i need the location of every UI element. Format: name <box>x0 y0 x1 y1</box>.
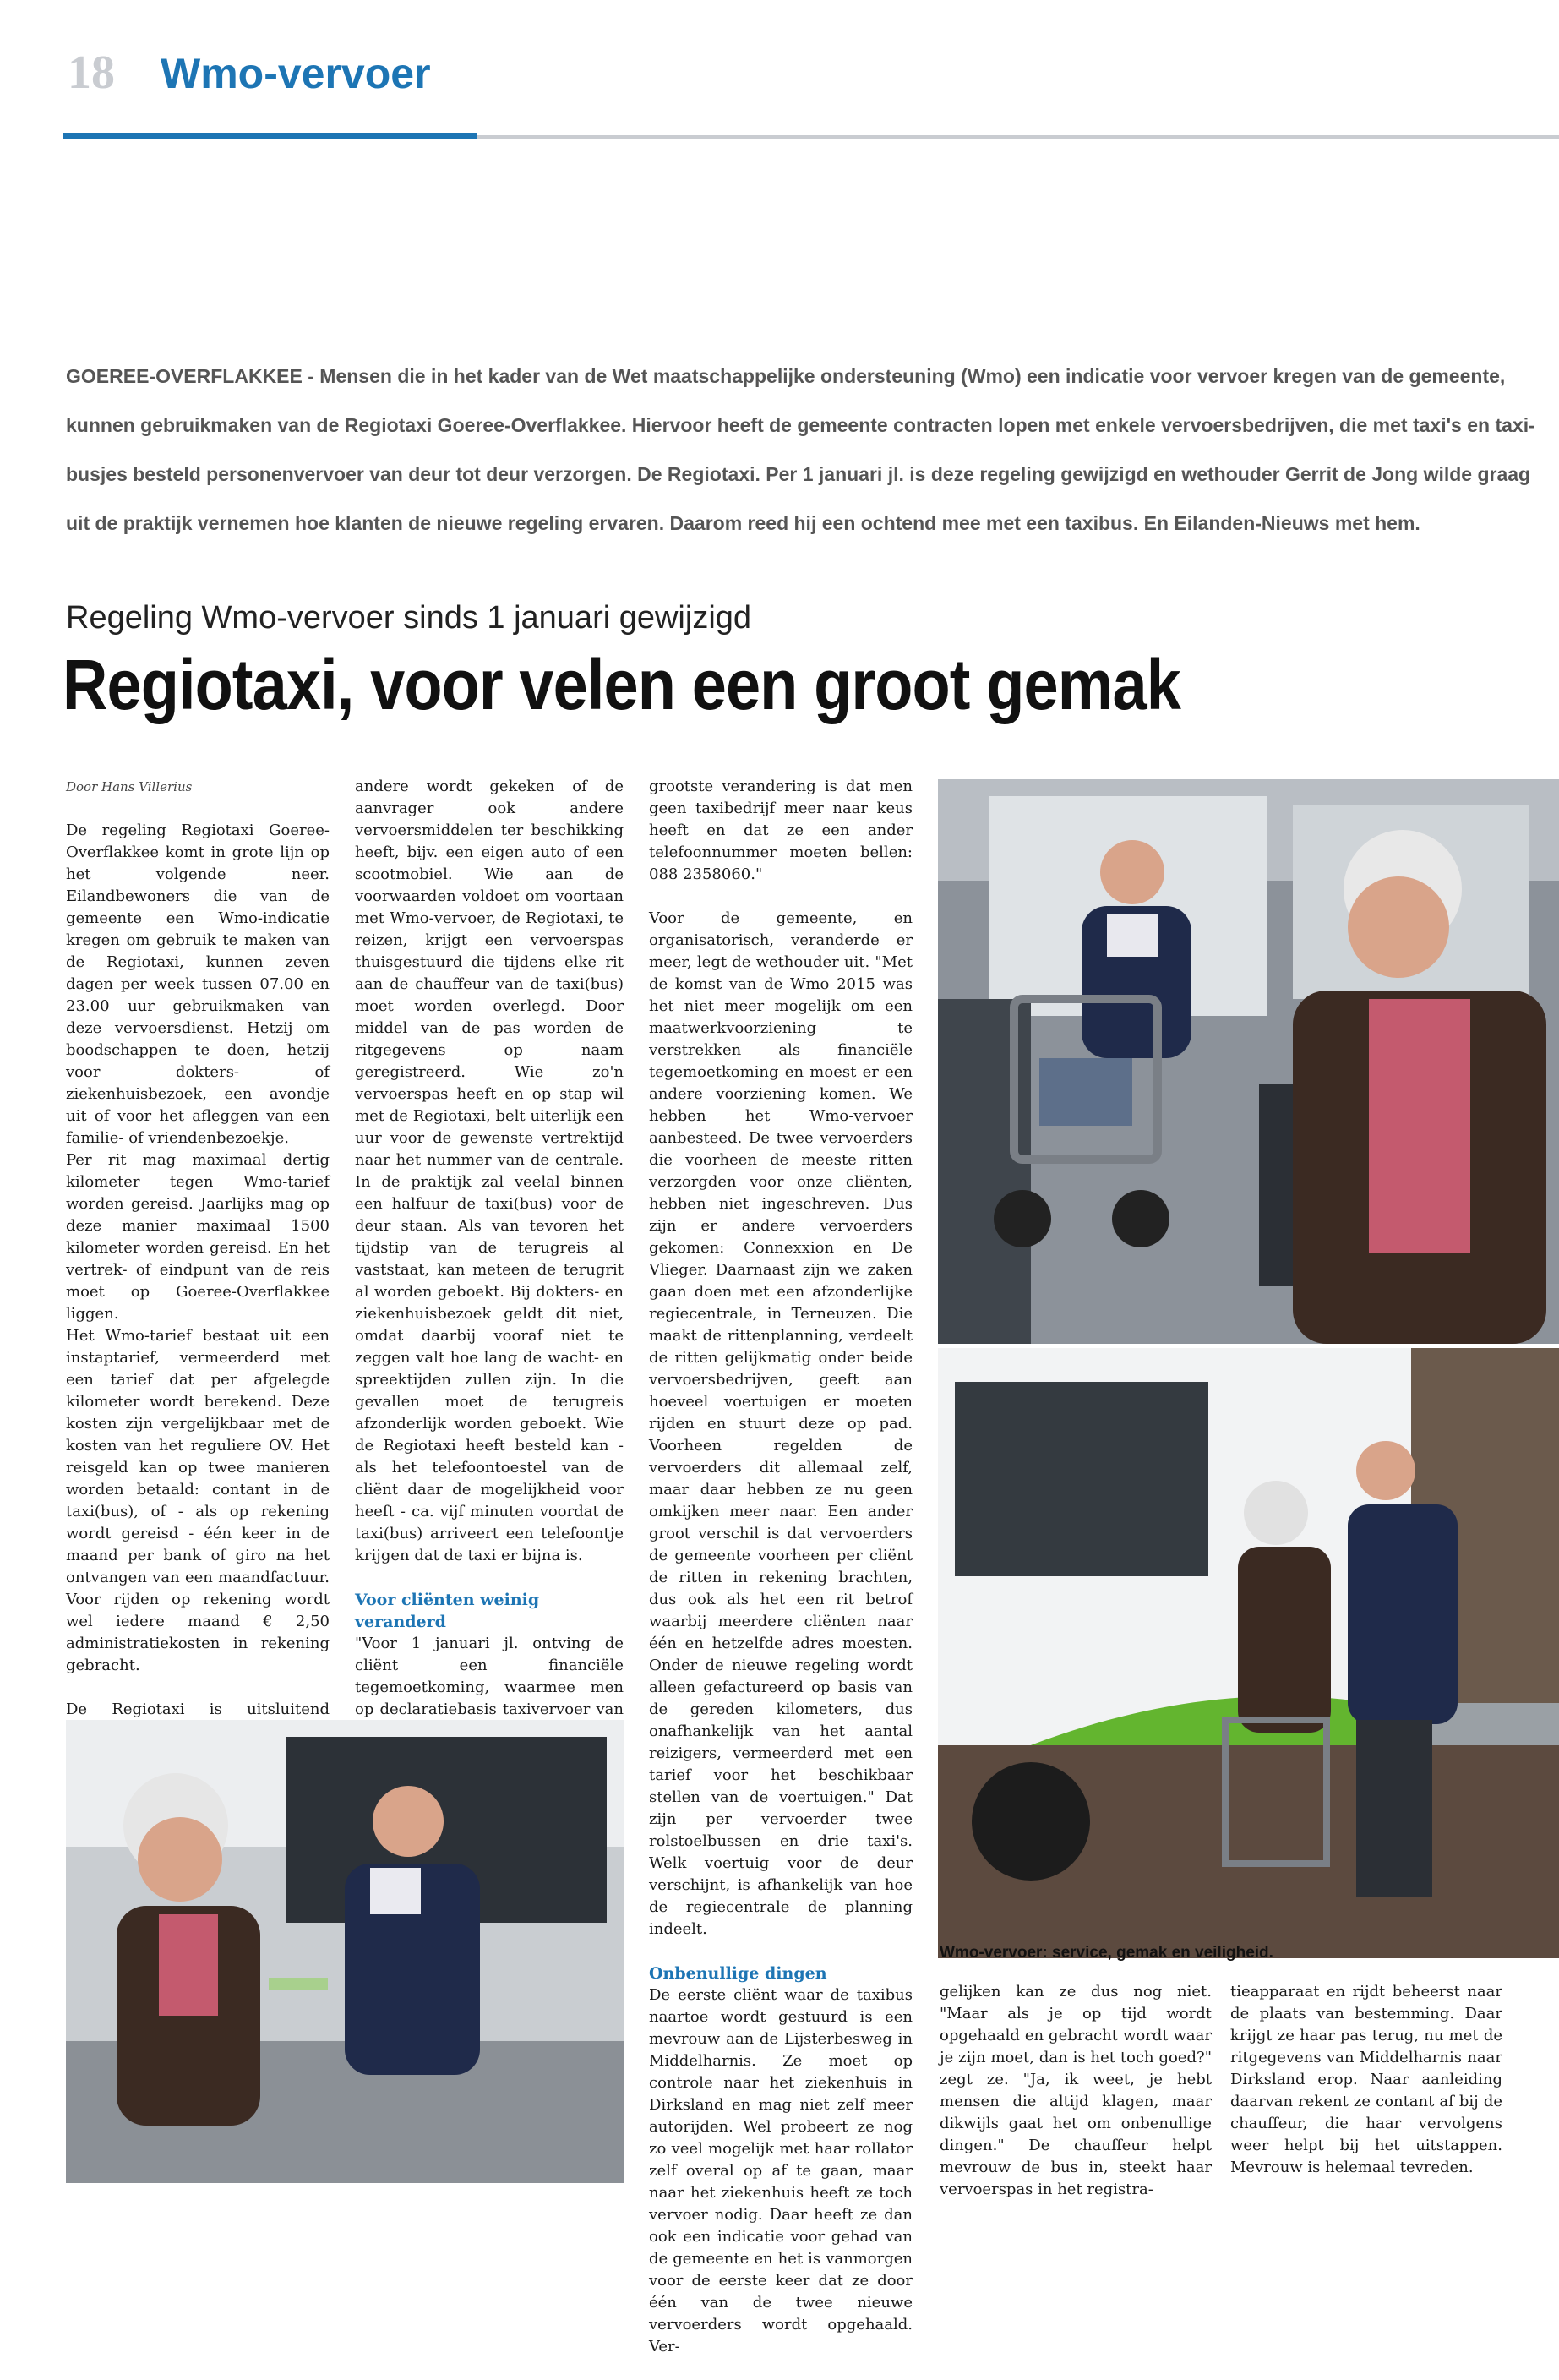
article-headline: Regiotaxi, voor velen een groot gemak <box>63 645 1181 724</box>
article-kicker: Regeling Wmo-vervoer sinds 1 januari gewijzigd <box>66 600 752 636</box>
subheading: Voor cliënten weinig veranderd <box>355 1591 540 1631</box>
article-column-5 <box>1230 1981 1502 2201</box>
header-rule-accent <box>63 133 477 139</box>
photo-driver-inside-bus <box>938 779 1559 1344</box>
paragraph: gelijken kan ze dus nog niet. "Maar als je op tijd wordt opgehaald en gebracht wordt waar je zijn moet, dan is het toch goed?" zegt ze. "Ja, ik weet, je hebt mensen die altijd klagen, maar dikwijls gaat het om onbenullige dingen." De chauffeur helpt mevrouw de bus in, steekt haar vervoerspas in het registra- <box>940 1983 1212 2198</box>
paragraph: De eerste cliënt waar de taxibus naartoe wordt gestuurd is een mevrouw aan de Lijsterbesweg in Middelharnis. Ze moet op controle naar het ziekenhuis in Dirksland en mag niet zelf meer autorijden. Wel probeert ze nog zo veel mogelijk met haar rollator zelf overal op af te gaan, maar naar het ziekenhuis heeft ze toch vervoer nodig. Daar heeft ze dan ook een indicatie voor gehad van de gemeente en het is vanmorgen voor de eerste keer dat ze door één van de twee nieuwe vervoerders wordt opgehaald. Ver- <box>649 1986 913 2355</box>
article-column-1 <box>66 776 330 1853</box>
article-column-4 <box>940 1981 1212 2223</box>
intro-line: busjes besteld personenvervoer van deur tot deur verzorgen. De Regiotaxi. Per 1 januari jl. is deze regeling gewijzigd en wethouder Gerrit de Jong wilde graag <box>66 463 1531 485</box>
photo-caption: Wmo-vervoer: service, gemak en veiligheid. <box>940 1944 1273 1962</box>
intro-line: GOEREE-OVERFLAKKEE - Mensen die in het kader van de Wet maatschappelijke ondersteuning (Wmo) een indicatie voor vervoer kregen van de gemeente, <box>66 365 1506 387</box>
paragraph: Voor de gemeente, en organisatorisch, veranderde er meer, legt de wethouder uit. "Met de komst van de Wmo 2015 was het niet meer mogelijk om een maatwerkvoorziening te verstrekken als financiële tegemoetkoming en moest er een andere voorziening komen. We hebben het Wmo-vervoer aanbesteed. De twee vervoerders die voorheen de meeste ritten verzorgden voor onze cliënten, hebben niet ingeschreven. Dus zijn er andere vervoerders gekomen: Connexxion en De Vlieger. Daarnaast zijn we zaken gaan doen met een afzonderlijke regiecentrale, in Terneuzen. Die maakt de rittenplanning, verdeelt de ritten gelijkmatig onder beide vervoersbedrijven, geeft aan hoeveel voertuigen er moeten rijden en stuurt deze op pad. Voorheen regelden de vervoerders dit allemaal zelf, maar daar hebben ze nu geen omkijken meer naar. Een ander groot verschil is dat vervoerders de gemeente voorheen per cliënt de ritten in rekening brachten, dus ook als het een rit betrof waarbij meerdere cliënten naar één en hetzelfde adres moesten. Onder de nieuwe regeling wordt alleen gefactureerd op basis van de gereden kilometers, dus onafhankelijk van het aantal reizigers, vermeerderd met een tarief voor het beschikbaar stellen van de voertuigen." Dat zijn per vervoerder twee rolstoelbussen en drie taxi's. Welk voertuig voor de deur verschijnt, is afhankelijk van hoe de regiecentrale de planning indeelt. <box>649 909 913 1938</box>
photo-van-outside <box>938 1348 1559 1958</box>
paragraph: Per rit mag maximaal dertig kilometer tegen Wmo-tarief worden gereisd. Jaarlijks mag op deze manier maximaal 1500 kilometer worden gereisd. En het vertrek- of eindpunt van de reis moet op Goeree-Overflakkee liggen. <box>66 1151 330 1323</box>
intro-line: uit de praktijk vernemen hoe klanten de nieuwe regeling ervaren. Daarom reed hij een ochtend mee met een taxibus. En Eilanden-Nieuws met hem. <box>66 512 1420 534</box>
photo-payment-in-bus <box>66 1720 624 2183</box>
paragraph: andere wordt gekeken of de aanvrager ook andere vervoersmiddelen ter beschikking heeft, bijv. een eigen auto of een scootmobiel. Wie aan de voorwaarden voldoet om voortaan met Wmo-vervoer, de Regiotaxi, te reizen, krijgt een vervoerspas thuisgestuurd die tijdens elke rit aan de chauffeur van de taxi(bus) moet worden overlegd. Door middel van de pas worden de ritgegevens op naam geregistreerd. Wie zo'n vervoerspas heeft en op stap wil met de Regiotaxi, belt uiterlijk een uur voor de gewenste vertrektijd naar het nummer van de centrale. In de praktijk zal veelal binnen een halfuur de taxi(bus) voor de deur staan. Als van tevoren het tijdstip van de terugreis al vaststaat, kan meteen de terugrit al worden geboekt. Bij dokters- en ziekenhuisbezoek geldt dit niet, omdat daarbij vooraf niet te zeggen valt hoe lang de wacht- en spreektijden zullen zijn. In die gevallen moet de terugreis afzonderlijk worden geboekt. Wie de Regiotaxi heeft besteld kan - als het telefoontoestel van de cliënt daar de mogelijkheid voor heeft - ca. vijf minuten voordat de taxi(bus) arriveert een telefoontje krijgen dat de taxi er bijna is. <box>355 778 624 1564</box>
page-number: 18 <box>68 46 115 99</box>
intro-paragraph <box>66 362 1535 558</box>
paragraph: tieapparaat en rijdt beheerst naar de plaats van bestemming. Daar krijgt ze haar pas terug, nu met de ritgegevens van Middelharnis naar Dirksland erop. Naar aanleiding daarvan rekent ze contant af bij de chauffeur, die haar vervolgens weer helpt bij het uitstappen. Mevrouw is helemaal tevreden. <box>1230 1983 1502 2176</box>
paragraph: Het Wmo-tarief bestaat uit een instaptarief, vermeerderd met een tarief dat per afgelegde kilometer wordt berekend. Deze kosten zijn vergelijkbaar met de kosten van het reguliere OV. Het reisgeld kan op twee manieren worden betaald: contant in de taxi(bus), of - als op rekening wordt gereisd - één keer in de maand per bank of giro na het ontvangen van een maandfactuur. Voor rijden op rekening wordt wel iedere maand € 2,50 administratiekosten in rekening gebracht. <box>66 1327 330 1674</box>
byline: Door Hans Villerius <box>66 779 193 794</box>
article-column-2 <box>355 776 624 1831</box>
paragraph: De Regiotaxi is uitsluitend <box>66 1700 330 1718</box>
section-title: Wmo-vervoer <box>161 50 431 97</box>
header-rule <box>477 135 1559 139</box>
intro-line: kunnen gebruikmaken van de Regiotaxi Goeree-Overflakkee. Hiervoor heeft de gemeente contracten lopen met enkele vervoersbedrijven, die met taxi's en taxi- <box>66 414 1535 436</box>
paragraph: "Voor 1 januari jl. ontving de cliënt een financiële tegemoetkoming, waarmee men op declaratiebasis taxivervoer van <box>355 1635 624 1718</box>
paragraph: De regeling Regiotaxi Goeree-Overflakkee komt in grote lijn op het volgende neer. Eilandbewoners die van de gemeente een Wmo-indicatie kregen om gebruik te maken van de Regiotaxi, kunnen zeven dagen per week tussen 07.00 en 23.00 uur gebruikmaken van deze vervoersdienst. Hetzij om boodschappen te doen, hetzij voor dokters- of ziekenhuisbezoek, een avondje uit of voor het afleggen van een familie- of vriendenbezoekje. <box>66 822 330 1147</box>
paragraph: grootste verandering is dat men geen taxibedrijf meer naar keus heeft en dat ze een ander telefoonnummer moeten bellen: 088 2358060." <box>649 778 913 883</box>
subheading: Onbenullige dingen <box>649 1964 827 1983</box>
article-column-3 <box>649 776 913 2380</box>
